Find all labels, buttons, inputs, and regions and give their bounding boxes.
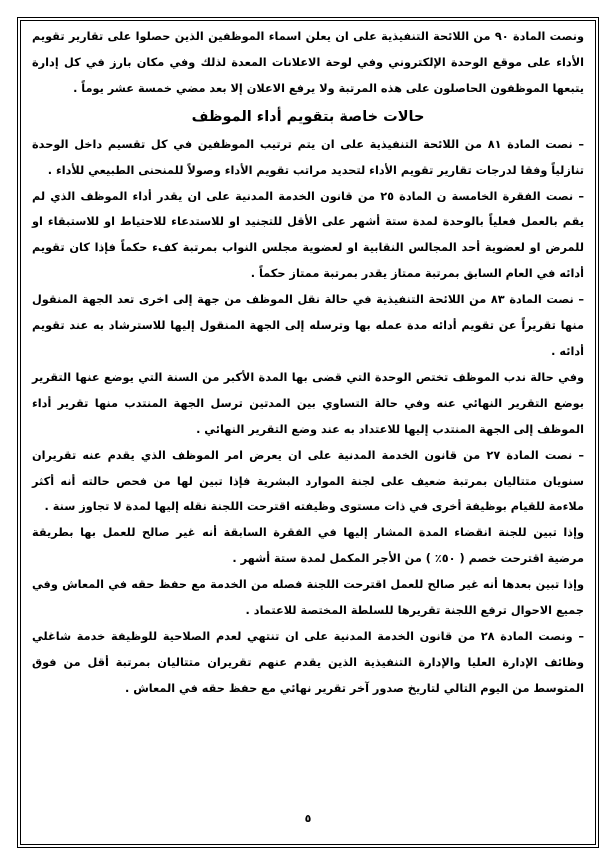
paragraph-deduction: وإذا تبين للجنة انقضاء المدة المشار إليها في الفقرة السابقة أنه غير صالح للعمل بها بطريقة مرضية اقترحت خصم ( ٥٠٪ ) من الأجر المكمل لمدة ستة أشهر . — [32, 526, 584, 566]
section-heading: حالات خاصة بتقويم أداء الموظف — [191, 108, 425, 125]
paragraph-article-25: – نصت الفقرة الخامسة ن المادة ٢٥ من قانون الخدمة المدنية على ان يقدر أداء الموظف الذي لم يقم بالعمل فعلياً بالوحدة لمدة ستة أشهر على الأقل للتجنيد او للاستدعاء للاحتياط او للاستبقاء او للمرض او لعضوية أحد المجالس النقابية او لعضوية مجلس النواب بمرتبة كفء حكماً فإذا كان تقويم أدائه في العام السابق بمرتبة ممتاز يقدر بمرتبة ممتاز حكماً . — [32, 189, 584, 281]
document-body — [32, 24, 584, 702]
paragraph-dismissal: وإذا تبين بعدها أنه غير صالح للعمل اقترحت اللجنة فصله من الخدمة مع حفظ حقه في المعاش وفي جميع الاحوال ترفع اللجنة تقريرها للسلطة المختصة للاعتماد . — [32, 578, 584, 618]
paragraph-article-28: – ونصت المادة ٢٨ من قانون الخدمة المدنية على ان تنتهي لعدم الصلاحية للوظيفة خدمة شاغلي وظائف الإدارة العليا والإدارة التنفيذية الذين يقدم عنهم تقريران متتاليان بمرتبة أقل من فوق المتوسط من اليوم التالي لتاريخ صدور آخر تقرير نهائي مع حفظ حقه في المعاش . — [32, 629, 584, 695]
intro-paragraph: ونصت المادة ٩٠ من اللائحة التنفيذية على ان يعلن اسماء الموظفين الذين حصلوا على تقارير تقويم الأداء على موقع الوحدة الإلكتروني وفي لوحة الاعلانات المعدة لذلك وفي مكان بارز في كل إدارة يتبعها الموظفون الحاصلون على هذه المرتبة ولا يرفع الاعلان إلا بعد مضي خمسة عشر يوماً . — [32, 30, 584, 95]
paragraph-article-83: – نصت المادة ٨٣ من اللائحة التنفيذية في حالة نقل الموظف من جهة إلى اخرى تعد الجهة المنقول منها تقريراً عن تقويم أدائه مدة عمله بها وترسله إلى الجهة المنقول إليها للاسترشاد به عند تقويم أدائه . — [32, 293, 584, 358]
paragraph-article-81: – نصت المادة ٨١ من اللائحة التنفيذية على ان يتم ترتيب الموظفين في كل تقسيم داخل الوحدة تنازلياً وفقا لدرجات تقارير تقويم الأداء لتحديد مراتب تقويم الأداء وصولاً للمنحنى الطبيعي للأداء . — [32, 137, 584, 177]
paragraph-secondment: وفي حالة ندب الموظف تختص الوحدة التي قضى بها المدة الأكبر من السنة التي يوضع عنها التقرير بوضع التقرير النهائي عنه وفي حالة التساوي بين المدتين ترسل الجهة المنتدب منها تقرير أداء الموظف إلى الجهة المنتدب إليها للاعتداد به عند وضع التقرير النهائي . — [32, 370, 584, 436]
paragraph-article-27: – نصت المادة ٢٧ من قانون الخدمة المدنية على ان يعرض امر الموظف الذي يقدم عنه تقريران سنويان متتاليان بمرتبة ضعيف على لجنة الموارد البشرية فإذا تبين لها من فحص حالته أنه أكثر ملاءمة للقيام بوظيفة أخرى في ذات مستوى وظيفته اقترحت اللجنة نقله إليها لمدة لا تجاوز سنة . — [32, 448, 584, 514]
page-number: ٥ — [304, 812, 312, 825]
